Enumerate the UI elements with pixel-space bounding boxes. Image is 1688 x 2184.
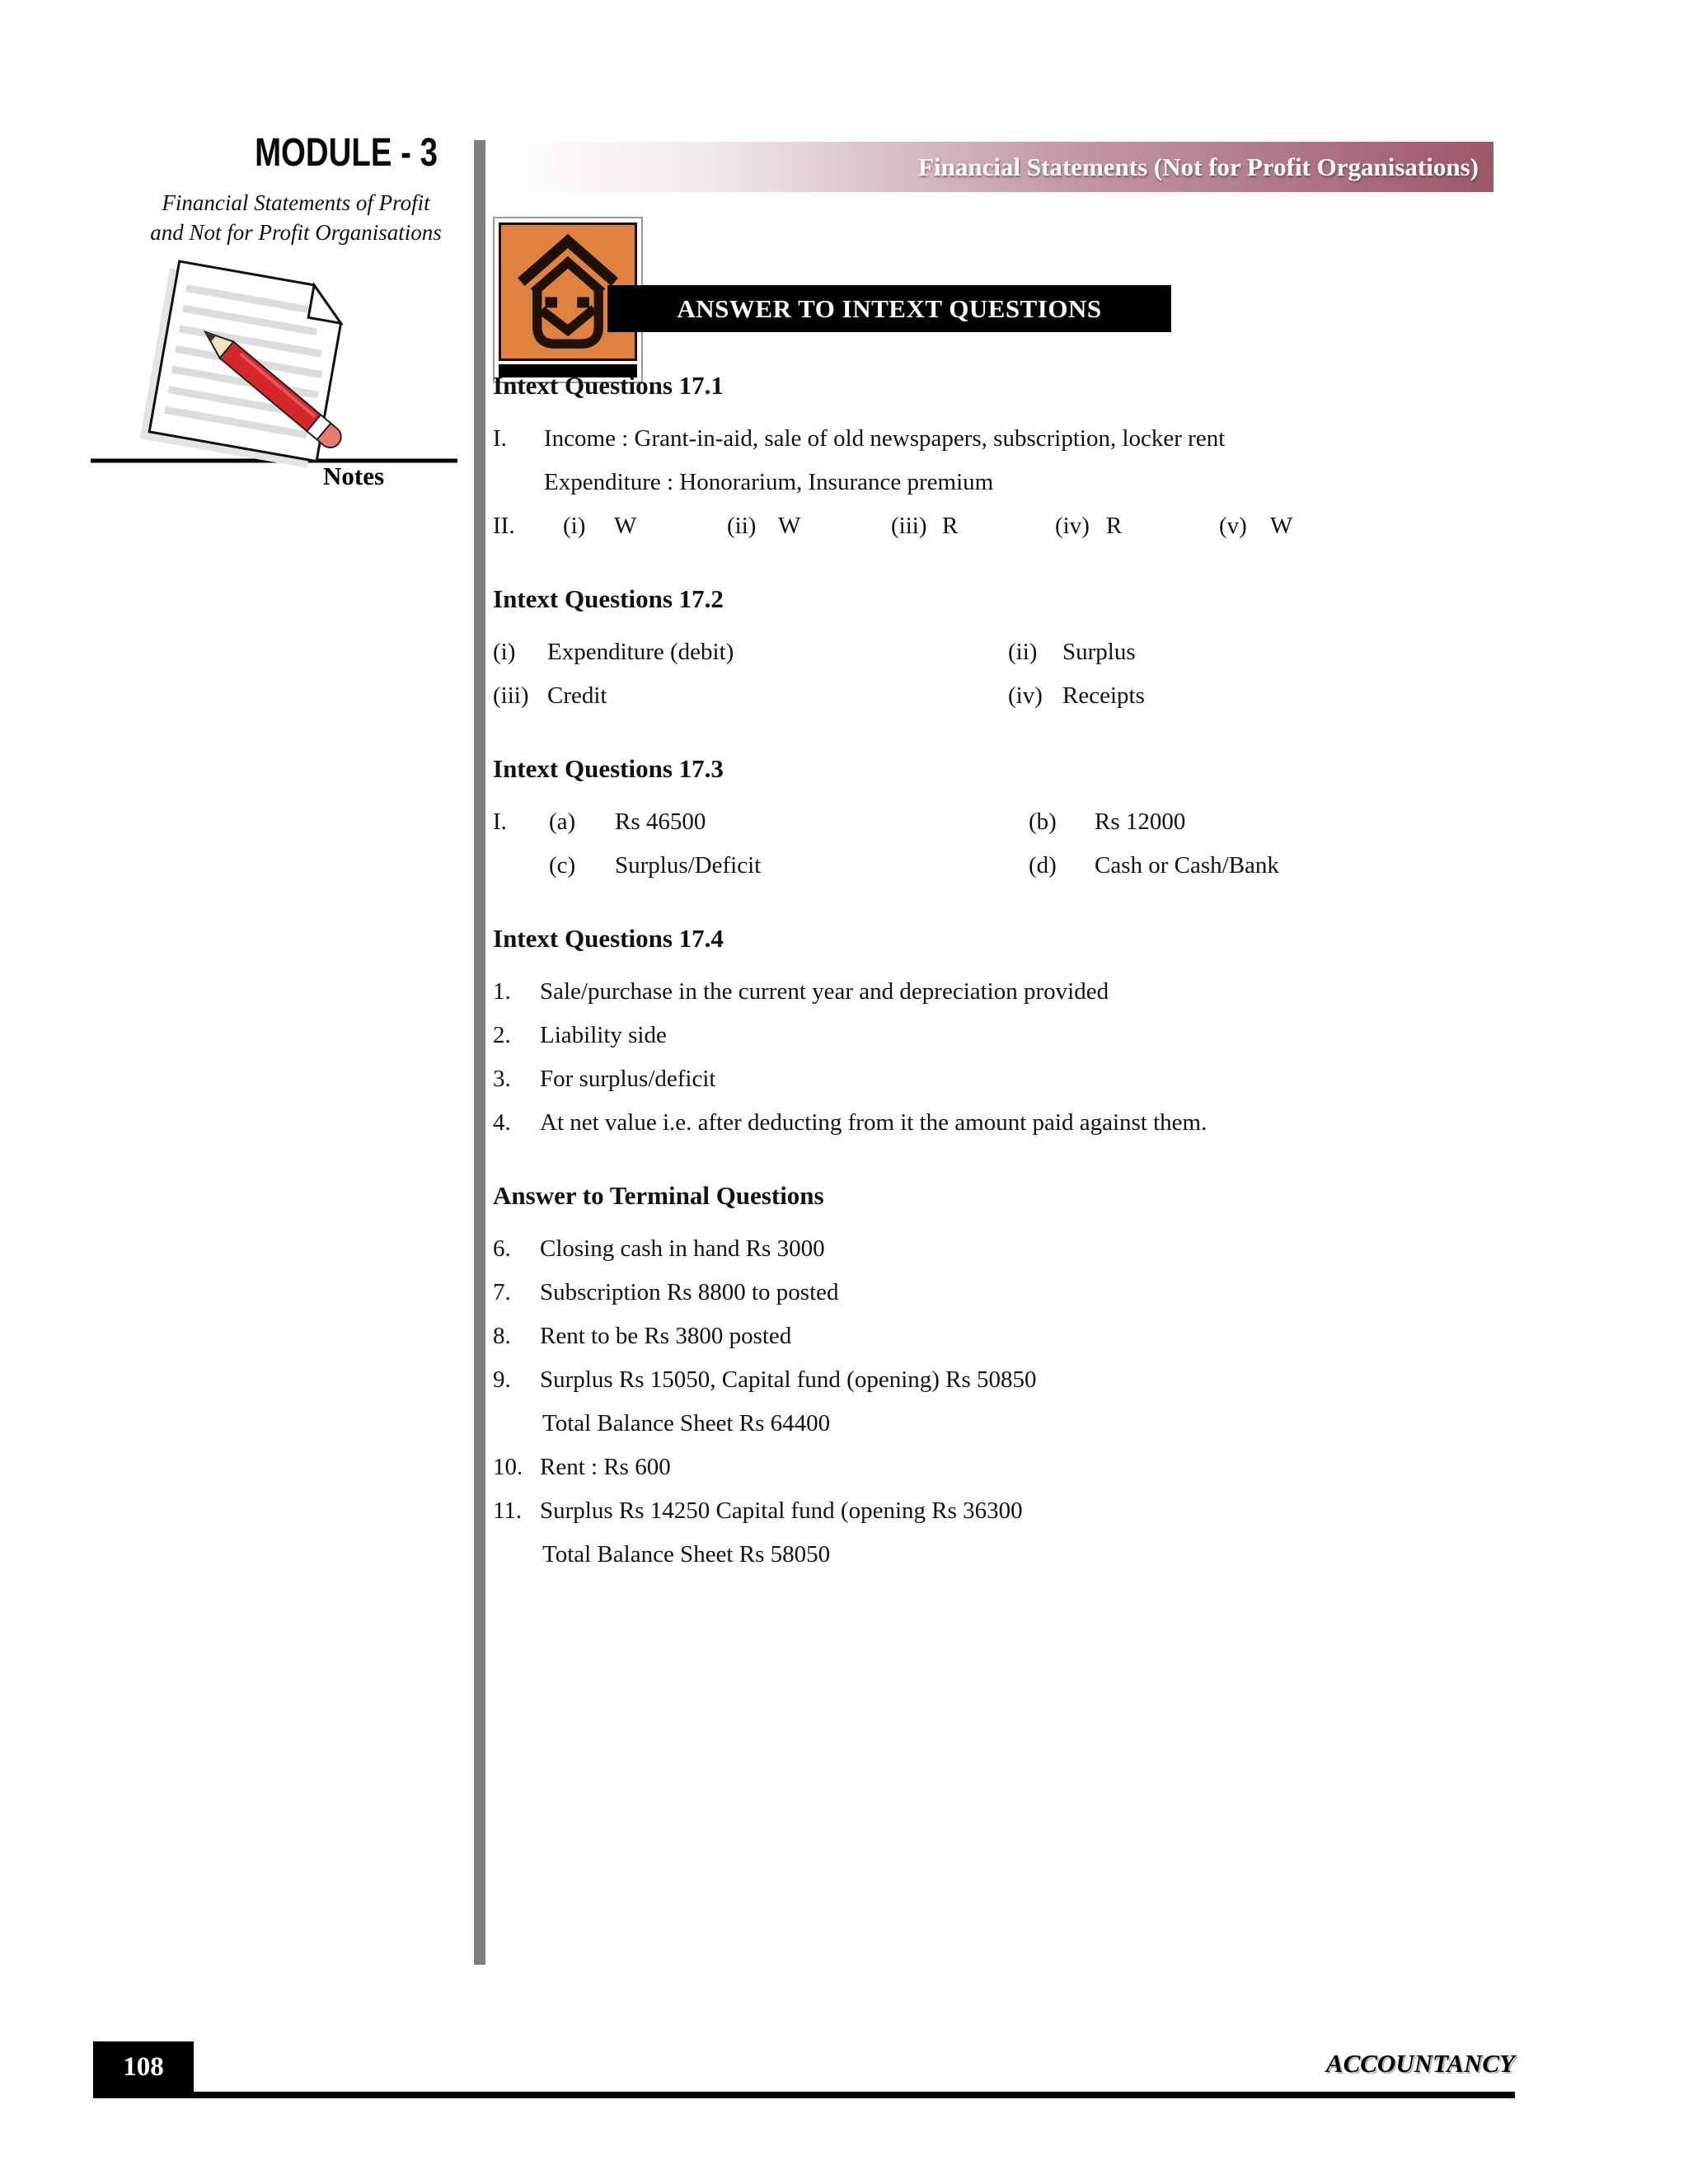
answer-line	[493, 1101, 1502, 1145]
answer-line	[493, 461, 1502, 504]
answer-item: (b) Rs 12000	[1029, 808, 1186, 835]
module-subtitle-line2: and Not for Profit Organisations	[150, 220, 442, 245]
heading-intext-17-1: Intext Questions 17.1	[493, 371, 724, 400]
notes-label: Notes	[323, 462, 385, 490]
answer-item: (c) Surplus/Deficit	[549, 852, 762, 879]
answer-line	[493, 1271, 1502, 1315]
answer-line	[493, 1446, 1502, 1489]
chapter-banner: Financial Statements (Not for Profit Organisations)	[504, 142, 1493, 192]
answer-item: (a) Rs 46500	[549, 808, 706, 835]
answer-line	[493, 800, 1502, 844]
answer-line	[493, 674, 1502, 718]
list-marker: 9.	[493, 1366, 511, 1393]
list-marker: I.	[493, 425, 507, 452]
list-marker	[493, 461, 544, 504]
list-marker: 4.	[493, 1109, 511, 1136]
module-title: MODULE - 3	[255, 131, 438, 175]
heading-intext-17-4: Intext Questions 17.4	[493, 924, 724, 953]
section-banner: ANSWER TO INTEXT QUESTIONS	[607, 285, 1171, 332]
list-marker: 7.	[493, 1279, 511, 1305]
module-subtitle-line1: Financial Statements of Profit	[162, 190, 430, 215]
answer-item: (ii) Surplus	[1008, 639, 1136, 665]
answer-text: Surplus Rs 14250 Capital fund (opening Rs 36300	[540, 1497, 1023, 1524]
answer-line	[493, 1227, 1502, 1271]
list-marker: 6.	[493, 1235, 511, 1262]
notes-paper-pencil-icon	[78, 257, 470, 509]
list-marker	[493, 844, 549, 888]
list-marker: 3.	[493, 1066, 511, 1092]
answer-item: (i) Expenditure (debit)	[493, 639, 734, 665]
answer-text: Expenditure : Honorarium, Insurance premium	[544, 469, 994, 495]
answer-line	[493, 844, 1502, 888]
answer-text: At net value i.e. after deducting from it the amount paid against them.	[540, 1109, 1207, 1136]
list-marker: 8.	[493, 1323, 511, 1349]
answer-text: Closing cash in hand Rs 3000	[540, 1235, 825, 1262]
answer-item: (iii) R	[891, 513, 959, 539]
answer-text: For surplus/deficit	[540, 1066, 716, 1092]
answers-content	[493, 369, 1502, 1577]
answer-line	[493, 630, 1502, 674]
answer-text: Sale/purchase in the current year and depreciation provided	[540, 978, 1109, 1005]
answer-item: (iii) Credit	[493, 682, 607, 709]
answer-item: (ii) W	[727, 513, 801, 539]
answer-item: (iv) Receipts	[1008, 682, 1145, 709]
answer-item: (iv) R	[1055, 513, 1123, 539]
answer-line	[493, 1358, 1502, 1402]
answer-item: (d) Cash or Cash/Bank	[1029, 852, 1279, 879]
answer-item: (i) W	[563, 513, 637, 539]
answer-line	[493, 1489, 1502, 1533]
answer-line	[493, 1014, 1502, 1057]
answer-line	[493, 1315, 1502, 1358]
answer-continuation: Total Balance Sheet Rs 58050	[542, 1541, 831, 1568]
book-title: ACCOUNTANCY	[1325, 2049, 1515, 2078]
list-marker: 10.	[493, 1454, 523, 1480]
smile	[545, 312, 590, 330]
answer-line	[493, 1057, 1502, 1101]
answer-text: Rent to be Rs 3800 posted	[540, 1323, 792, 1349]
list-marker: 11.	[493, 1497, 523, 1524]
footer-rule	[93, 2092, 1515, 2098]
answer-text: Subscription Rs 8800 to posted	[540, 1279, 839, 1305]
list-marker: 2.	[493, 1022, 511, 1048]
list-marker: I.	[493, 808, 507, 835]
answer-line	[493, 970, 1502, 1014]
list-marker: II.	[493, 513, 515, 539]
left-eye	[545, 297, 557, 307]
answer-text: Liability side	[540, 1022, 667, 1048]
right-eye	[577, 297, 589, 307]
answer-line	[493, 417, 1502, 461]
module-subtitle	[97, 188, 495, 247]
heading-terminal-questions: Answer to Terminal Questions	[493, 1181, 824, 1210]
heading-intext-17-3: Intext Questions 17.3	[493, 754, 724, 783]
list-marker: 1.	[493, 978, 511, 1005]
answer-item: (v) W	[1219, 513, 1293, 539]
answer-text: Income : Grant-in-aid, sale of old newspapers, subscription, locker rent	[544, 425, 1226, 452]
answer-line	[493, 504, 1502, 548]
answer-text: Surplus Rs 15050, Capital fund (opening) Rs 50850	[540, 1366, 1037, 1393]
answer-text: Rent : Rs 600	[540, 1454, 671, 1480]
vertical-divider	[474, 140, 485, 1965]
answer-continuation: Total Balance Sheet Rs 64400	[542, 1410, 831, 1436]
page-number: 108	[93, 2041, 194, 2093]
heading-intext-17-2: Intext Questions 17.2	[493, 584, 724, 613]
